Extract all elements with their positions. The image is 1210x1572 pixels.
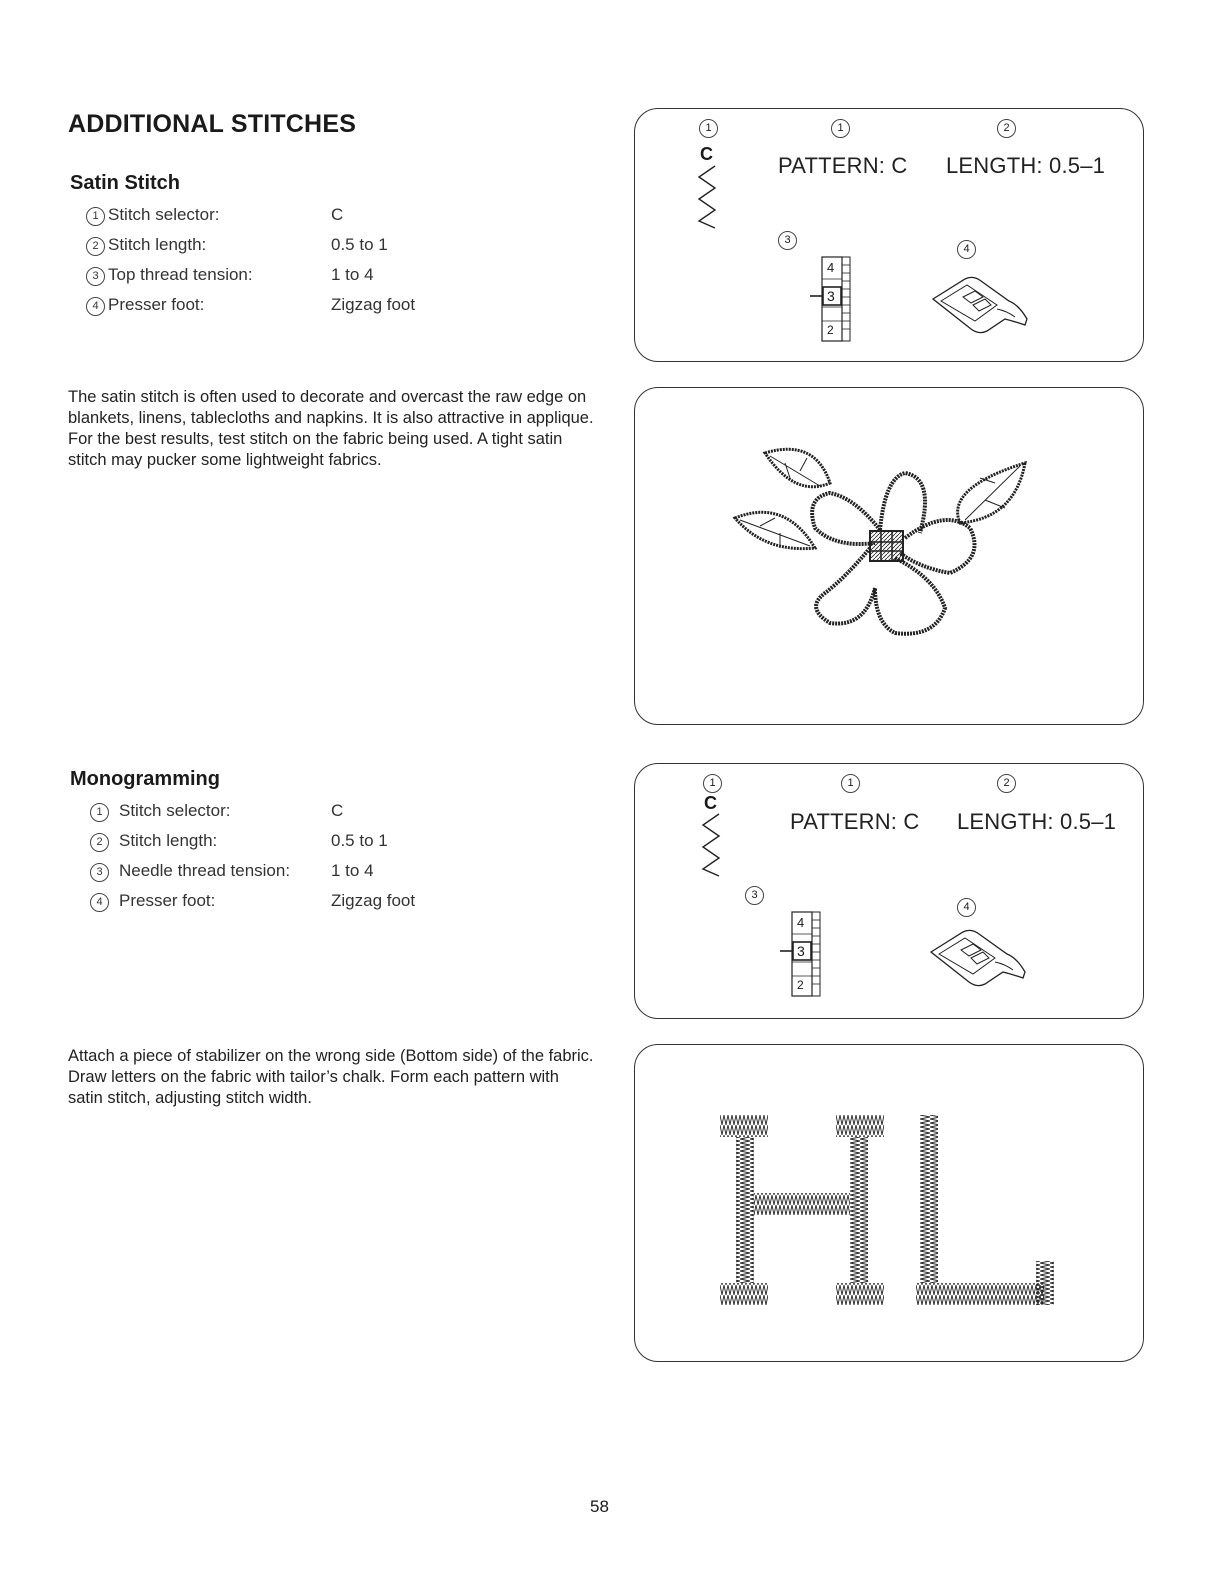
marker-3-tension: 3 — [778, 231, 797, 250]
setting-label: Stitch length: — [119, 831, 218, 850]
zigzag-foot-icon — [925, 924, 1035, 994]
zigzag-foot-icon — [927, 271, 1037, 341]
number-badge: 1 — [86, 207, 105, 226]
zigzag-stitch-icon — [697, 812, 727, 878]
monogramming-heading: Monogramming — [70, 768, 220, 790]
setting-value: Zigzag foot — [331, 295, 416, 314]
setting-label: Stitch selector: — [119, 801, 231, 820]
satin-paragraph-1: The satin stitch is often used to decorate and overcast the raw edge on blankets, linens, tablecloths and napkins. It is also attractive in applique. — [68, 388, 594, 427]
dial-value-2: 2 — [827, 323, 834, 337]
marker-4-foot: 4 — [957, 898, 976, 917]
flower-illustration-panel — [634, 387, 1144, 725]
number-badge: 2 — [86, 237, 105, 256]
satin-paragraph-2: For the best results, test stitch on the fabric being used. A tight satin stitch may pucker some lightweight fabrics. — [68, 430, 563, 469]
length-readout: LENGTH: 0.5–1 — [957, 809, 1117, 834]
number-badge: 3 — [90, 863, 109, 882]
dial-value-4: 4 — [797, 915, 805, 930]
dial-value-4: 4 — [827, 260, 835, 275]
setting-label: Needle thread tension: — [119, 861, 291, 880]
dial-value-3: 3 — [827, 288, 835, 304]
mono-paragraph-1: Attach a piece of stabilizer on the wrong side (Bottom side) of the fabric. — [68, 1047, 594, 1065]
setting-value: 0.5 to 1 — [331, 235, 388, 254]
setting-value: 0.5 to 1 — [331, 831, 388, 850]
pattern-readout: PATTERN: C — [790, 809, 920, 834]
dial-value-2: 2 — [797, 978, 804, 992]
setting-value: 1 to 4 — [331, 861, 374, 880]
monogram-illustration-panel — [634, 1044, 1144, 1362]
satin-settings-panel — [634, 108, 1144, 362]
monogram-hl-image — [720, 1115, 1070, 1305]
marker-2-length: 2 — [997, 119, 1016, 138]
number-badge: 4 — [90, 893, 109, 912]
tension-dial — [790, 912, 822, 996]
selector-letter: C — [704, 793, 717, 813]
setting-label: Presser foot: — [119, 891, 216, 910]
length-readout: LENGTH: 0.5–1 — [946, 153, 1106, 178]
setting-value: Zigzag foot — [331, 891, 416, 910]
setting-value: C — [331, 205, 344, 224]
marker-1-selector: 1 — [703, 774, 722, 793]
setting-label: Stitch length: — [108, 235, 207, 254]
marker-4-foot: 4 — [957, 240, 976, 259]
satin-stitch-flower-image — [735, 438, 1035, 648]
satin-heading: Satin Stitch — [70, 172, 181, 194]
dial-value-3: 3 — [797, 943, 805, 959]
zigzag-stitch-icon — [693, 164, 723, 230]
number-badge: 1 — [90, 803, 109, 822]
marker-1-pattern: 1 — [841, 774, 860, 793]
page-title: ADDITIONAL STITCHES — [68, 110, 357, 138]
number-badge: 4 — [86, 297, 105, 316]
page-number: 58 — [590, 1497, 609, 1516]
dial-frame — [820, 257, 852, 341]
marker-3-tension: 3 — [745, 886, 764, 905]
setting-label: Stitch selector: — [108, 205, 220, 224]
dial-frame — [790, 912, 822, 996]
satin-description — [68, 387, 598, 471]
selector-letter: C — [700, 144, 713, 164]
mono-description — [68, 1046, 598, 1109]
marker-1-pattern: 1 — [831, 119, 850, 138]
setting-label: Presser foot: — [108, 295, 205, 314]
setting-value: 1 to 4 — [331, 265, 374, 284]
marker-1-selector: 1 — [699, 119, 718, 138]
mono-settings-panel — [634, 763, 1144, 1019]
marker-2-length: 2 — [997, 774, 1016, 793]
number-badge: 2 — [90, 833, 109, 852]
setting-label: Top thread tension: — [108, 265, 253, 284]
pattern-readout: PATTERN: C — [778, 153, 908, 178]
setting-value: C — [331, 801, 344, 820]
tension-dial — [820, 257, 852, 341]
mono-paragraph-2: Draw letters on the fabric with tailor’s chalk. Form each pattern with satin stitch, adjusting stitch width. — [68, 1068, 559, 1107]
number-badge: 3 — [86, 267, 105, 286]
